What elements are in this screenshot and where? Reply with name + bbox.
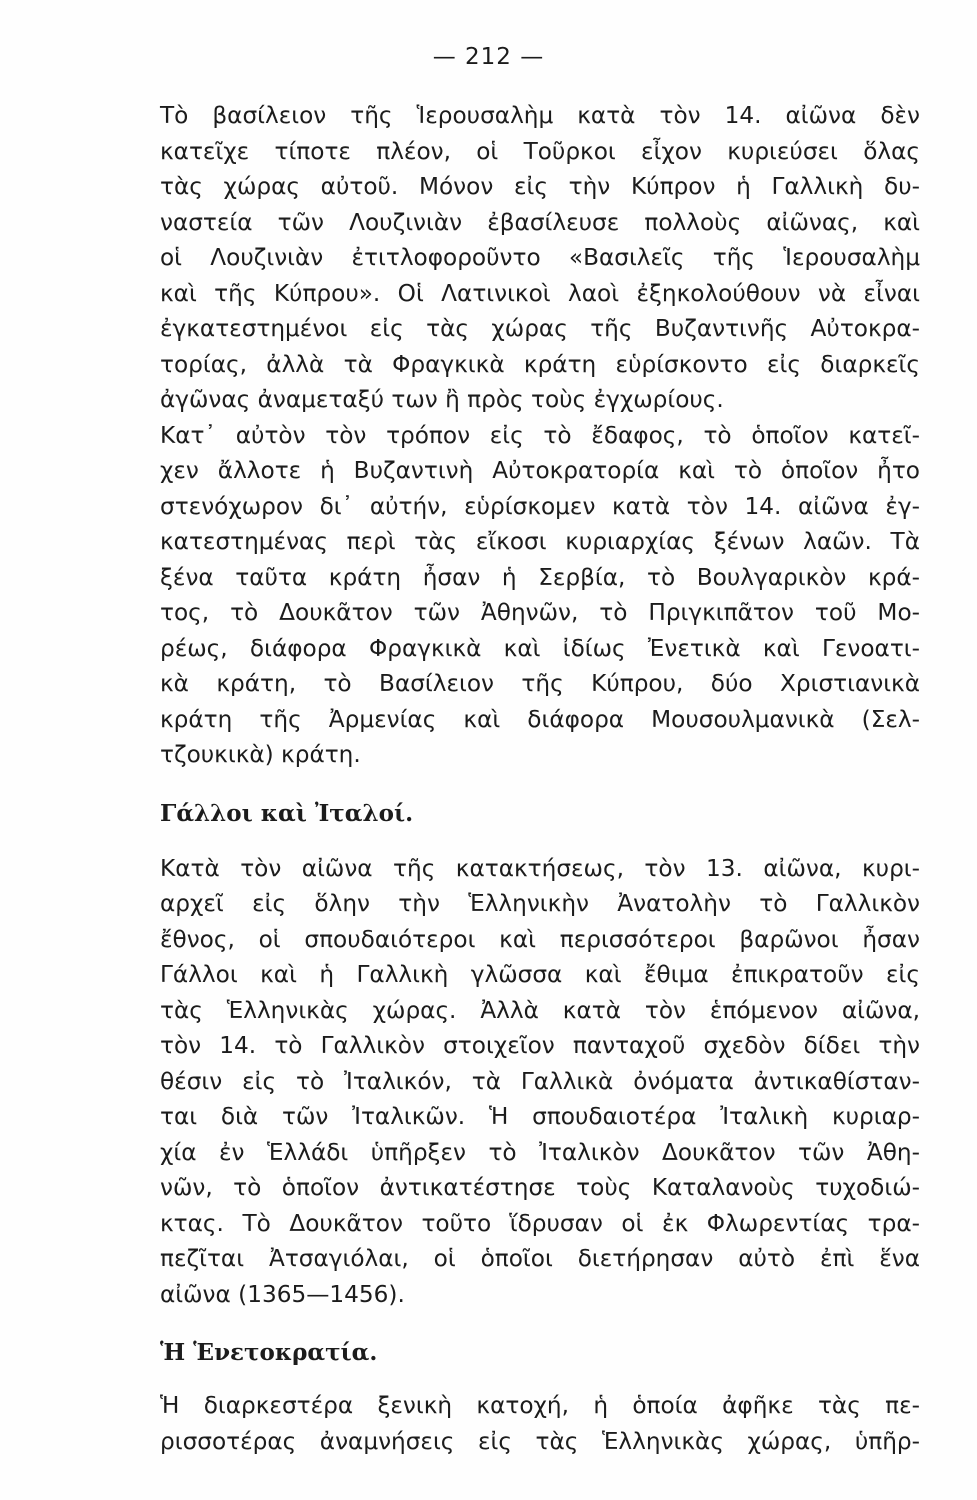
text-line: κὰ κράτη, τὸ Βασίλειον τῆς Κύπρου, δύο Χριστιανικὰ [160, 670, 920, 697]
text-line: κατεῖχε τίποτε πλέον, οἱ Τοῦρκοι εἶχον κυριεύσει ὅλας [160, 137, 920, 165]
text-line: τος, τὸ Δουκᾶτον τῶν Ἀθηνῶν, τὸ Πριγκιπᾶτον τοῦ Μο- [160, 599, 920, 626]
text-line: ξένα ταῦτα κράτη ἦσαν ἡ Σερβία, τὸ Βουλγαρικὸν κρά- [160, 563, 920, 591]
text-line: τορίας, ἀλλὰ τὰ Φραγκικὰ κράτη εὑρίσκοντο εἰς διαρκεῖς [160, 350, 920, 378]
text-line: ἐγκατεστημένοι εἰς τὰς χώρας τῆς Βυζαντινῆς Αὐτοκρα- [160, 315, 920, 342]
text-line: τζουκικὰ) κράτη. [160, 741, 361, 768]
text-line: κράτη τῆς Ἀρμενίας καὶ διάφορα Μουσουλμανικὰ (Σελ- [160, 705, 920, 733]
paragraph [160, 98, 920, 418]
text-line: αἰῶνα (1365—1456). [160, 1280, 405, 1308]
text-line: αρχεῖ εἰς ὅλην τὴν Ἑλληνικὴν Ἀνατολὴν τὸ Γαλλικὸν [160, 890, 920, 917]
paragraph [160, 418, 920, 773]
text-line: τὰς χώρας αὐτοῦ. Μόνον εἰς τὴν Κύπρον ἡ Γαλλικὴ δυ- [160, 173, 920, 200]
text-line: κατεστημένας περὶ τὰς εἴκοσι κυριαρχίας ξένων λαῶν. Τὰ [160, 528, 920, 555]
text-line: χία ἐν Ἑλλάδι ὑπῆρξεν τὸ Ἰταλικὸν Δουκᾶτον τῶν Ἀθη- [160, 1138, 920, 1166]
page-number: — 212 — [432, 44, 545, 70]
text-line: ρισσοτέρας ἀναμνήσεις εἰς τὰς Ἑλληνικὰς χώρας, ὑπῆρ- [160, 1427, 920, 1455]
text-line: καὶ τῆς Κύπρου». Οἱ Λατινικοὶ λαοὶ ἐξηκολούθουν νὰ εἶναι [160, 279, 920, 307]
text-line: ἔθνος, οἱ σπουδαιότεροι καὶ περισσότεροι βαρῶνοι ἦσαν [160, 925, 920, 953]
text-line: νῶν, τὸ ὁποῖον ἀντικατέστησε τοὺς Καταλανοὺς τυχοδιώ- [160, 1174, 920, 1201]
text-line: ἀγῶνας ἀναμεταξύ των ἢ πρὸς τοὺς ἐγχωρίους. [160, 386, 724, 413]
text-line: Κατ᾽ αὐτὸν τὸν τρόπον εἰς τὸ ἔδαφος, τὸ ὁποῖον κατεῖ- [160, 421, 920, 449]
text-line: στενόχωρον δι᾽ αὐτήν, εὑρίσκομεν κατὰ τὸν 14. αἰῶνα ἐγ- [160, 492, 920, 520]
text-line: τὰς Ἑλληνικὰς χώρας. Ἀλλὰ κατὰ τὸν ἑπόμενον αἰῶνα, [160, 996, 920, 1024]
text-line: κτας. Τὸ Δουκᾶτον τοῦτο ἵδρυσαν οἱ ἐκ Φλωρεντίας τρα- [160, 1209, 920, 1237]
text-line: χεν ἄλλοτε ἡ Βυζαντινὴ Αὐτοκρατορία καὶ τὸ ὁποῖον ἦτο [160, 457, 920, 484]
text-line: ρέως, διάφορα Φραγκικὰ καὶ ἰδίως Ἐνετικὰ καὶ Γενοατι- [160, 634, 920, 662]
section-heading: Ἡ Ἑνετοκρατία. [160, 1339, 378, 1366]
text-line: πεζῖται Ἀτσαγιόλαι, οἱ ὁποῖοι διετήρησαν αὐτὸ ἐπὶ ἕνα [160, 1245, 920, 1272]
paragraph [160, 851, 920, 1313]
paragraph [160, 1388, 920, 1459]
text-line: Κατὰ τὸν αἰῶνα τῆς κατακτήσεως, τὸν 13. αἰῶνα, κυρι- [160, 854, 920, 882]
text-column [160, 98, 920, 1459]
section-heading: Γάλλοι καὶ Ἰταλοί. [160, 799, 414, 827]
text-line: ται διὰ τῶν Ἰταλικῶν. Ἡ σπουδαιοτέρα Ἰταλικὴ κυριαρ- [160, 1103, 920, 1130]
text-line: θέσιν εἰς τὸ Ἰταλικόν, τὰ Γαλλικὰ ὀνόματα ἀντικαθίσταν- [160, 1067, 920, 1095]
text-line: Ἡ διαρκεστέρα ξενικὴ κατοχή, ἡ ὁποία ἀφῆκε τὰς πε- [160, 1392, 920, 1419]
text-line: Τὸ βασίλειον τῆς Ἱερουσαλὴμ κατὰ τὸν 14. αἰῶνα δὲν [160, 102, 920, 129]
text-line: Γάλλοι καὶ ἡ Γαλλικὴ γλῶσσα καὶ ἔθιμα ἐπικρατοῦν εἰς [160, 961, 920, 988]
text-line: ναστεία τῶν Λουζινιὰν ἐβασίλευσε πολλοὺς αἰῶνας, καὶ [160, 208, 920, 236]
text-line: οἱ Λουζινιὰν ἐτιτλοφοροῦντο «Βασιλεῖς τῆς Ἱερουσαλὴμ [160, 244, 920, 271]
text-line: τὸν 14. τὸ Γαλλικὸν στοιχεῖον πανταχοῦ σχεδὸν δίδει τὴν [160, 1032, 920, 1059]
